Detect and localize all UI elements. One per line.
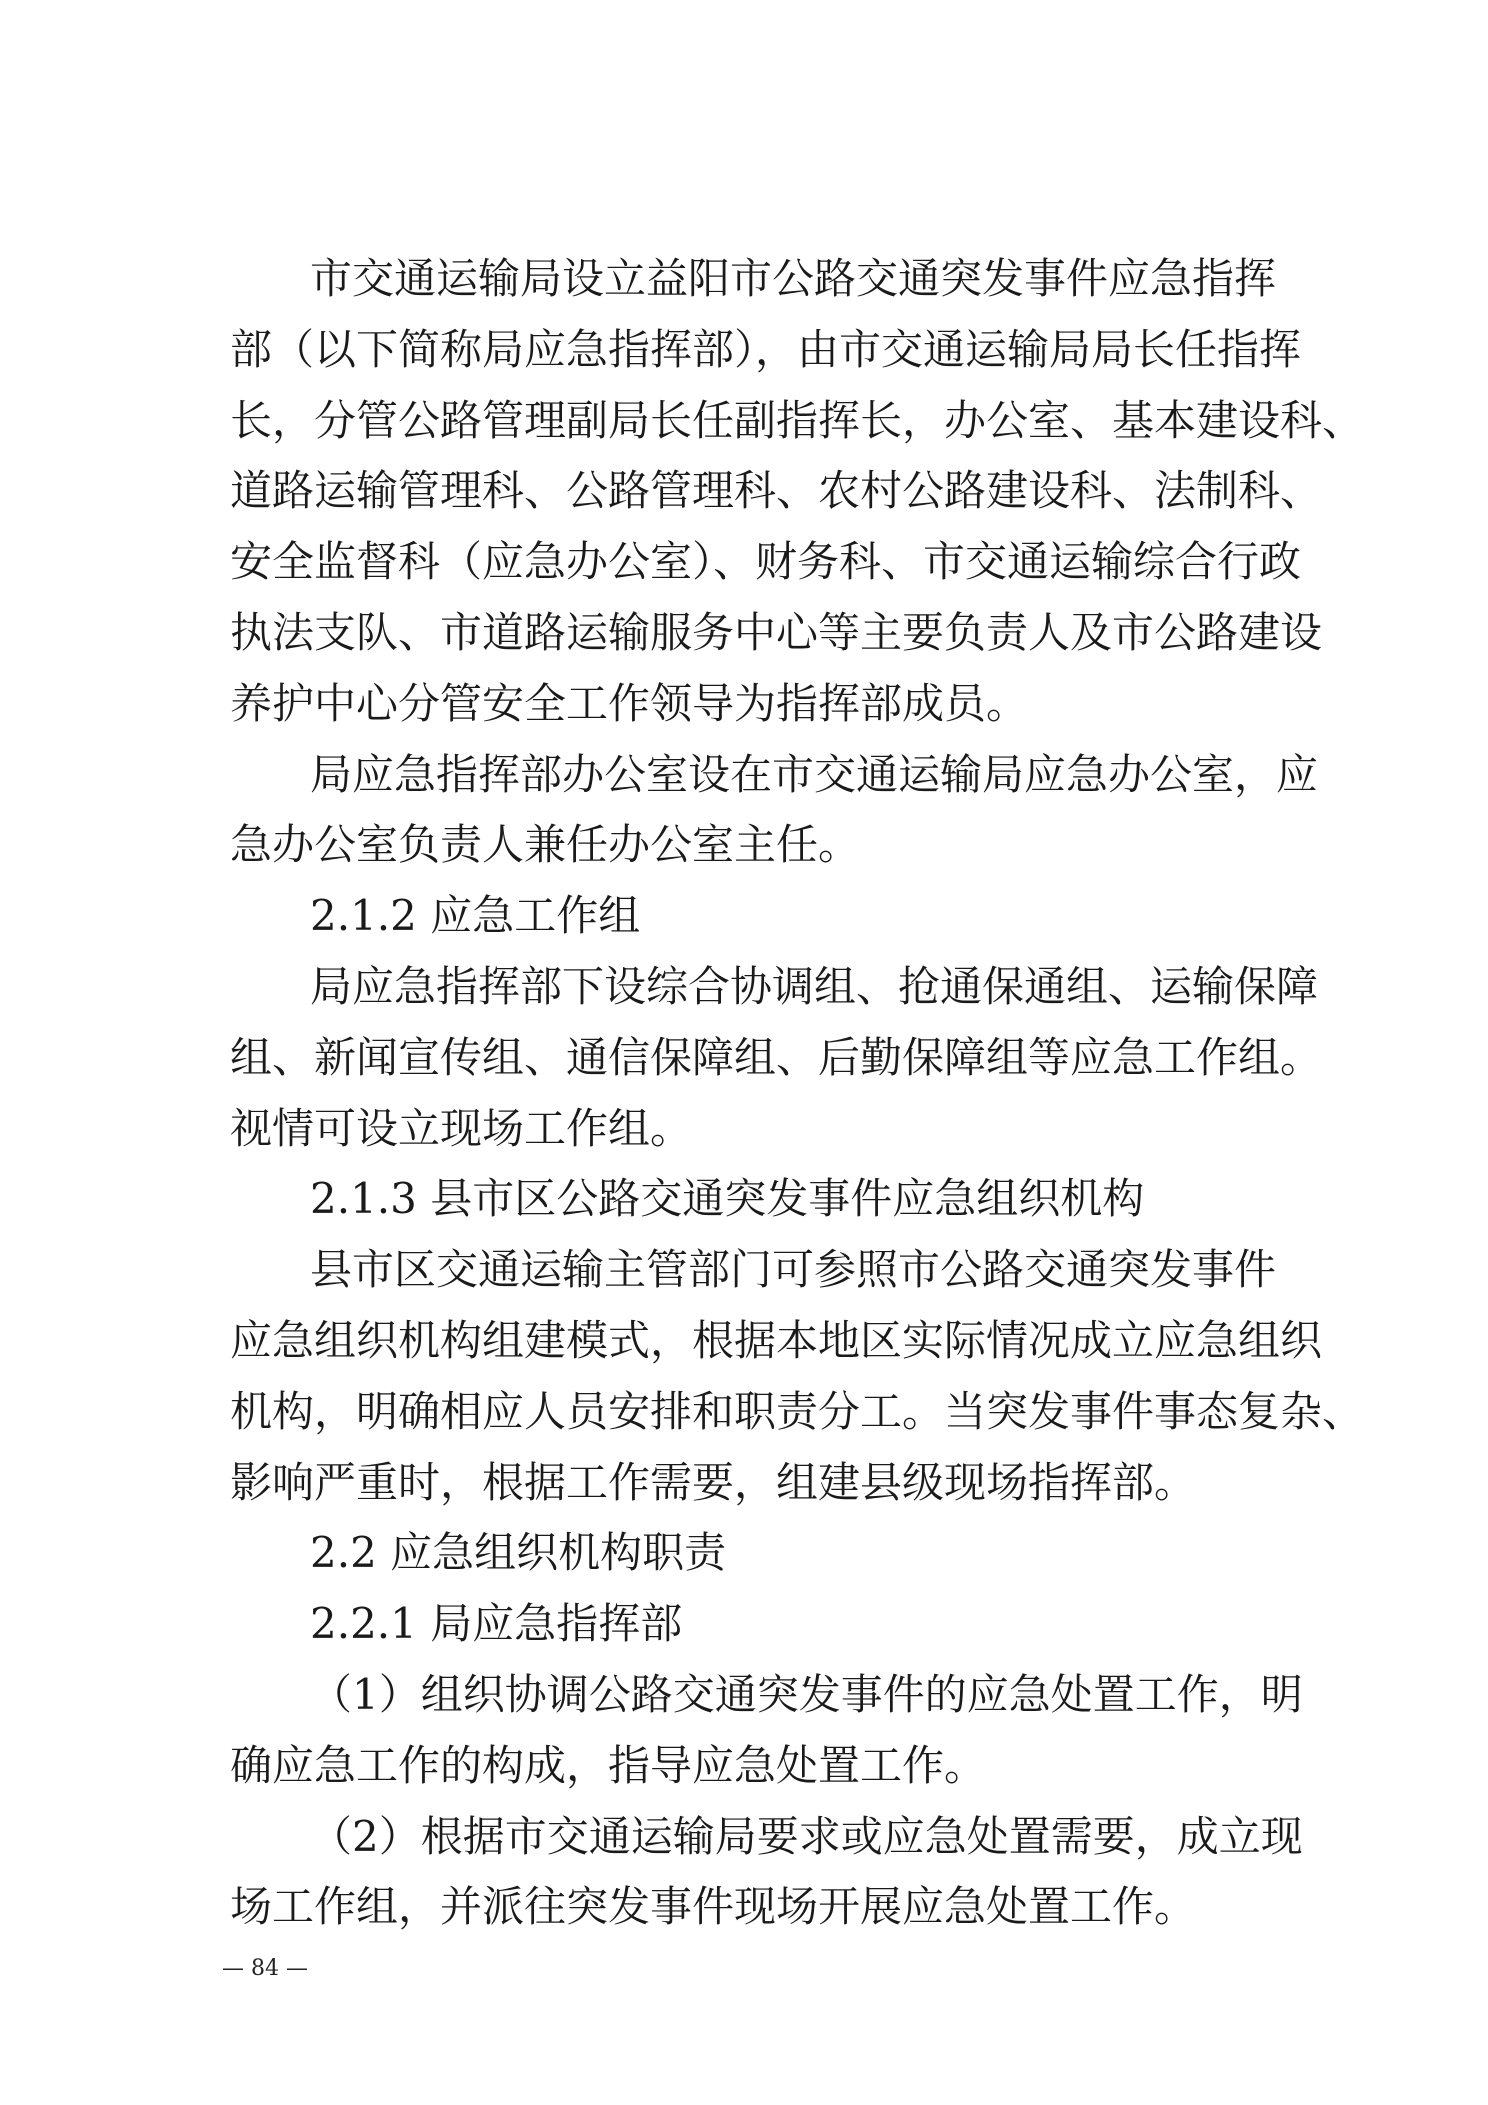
text-line: 应急组织机构组建模式，根据本地区实际情况成立应急组织 bbox=[230, 1315, 1323, 1365]
text-line: 市交通运输局设立益阳市公路交通突发事件应急指挥 bbox=[310, 254, 1277, 303]
text-line: 急办公室负责人兼任办公室主任。 bbox=[230, 820, 861, 870]
text-line: 组、新闻宣传组、通信保障组、后勤保障组等应急工作组。 bbox=[230, 1032, 1323, 1082]
text-line: （2）根据市交通运输局要求或应急处置需要，成立现 bbox=[310, 1811, 1303, 1861]
section-heading: 2.2.1 局应急指挥部 bbox=[310, 1599, 683, 1649]
text-line: 视情可设立现场工作组。 bbox=[230, 1103, 693, 1153]
text-line: 县市区交通运输主管部门可参照市公路交通突发事件 bbox=[310, 1245, 1277, 1295]
text-line: 执法支队、市道路运输服务中心等主要负责人及市公路建设 bbox=[230, 607, 1323, 657]
text-line: 养护中心分管安全工作领导为指挥部成员。 bbox=[230, 678, 1029, 728]
text-line: 部（以下简称局应急指挥部），由市交通运输局局长任指挥 bbox=[230, 324, 1302, 374]
section-heading: 2.1.3 县市区公路交通突发事件应急组织机构 bbox=[310, 1174, 1145, 1224]
text-line: 场工作组，并派往突发事件现场开展应急处置工作。 bbox=[230, 1882, 1197, 1932]
body-text bbox=[230, 244, 1365, 1943]
text-line: 道路运输管理科、公路管理科、农村公路建设科、法制科、 bbox=[230, 466, 1323, 516]
text-line: 安全监督科（应急办公室）、财务科、市交通运输综合行政 bbox=[230, 537, 1302, 587]
text-line: 局应急指挥部办公室设在市交通运输局应急办公室，应 bbox=[310, 749, 1319, 799]
section-heading: 2.1.2 应急工作组 bbox=[310, 891, 641, 941]
text-line: 机构，明确相应人员安排和职责分工。当突发事件事态复杂、 bbox=[230, 1386, 1365, 1436]
page-number: — 84 — bbox=[222, 1956, 308, 1981]
text-line: 局应急指挥部下设综合协调组、抢通保通组、运输保障 bbox=[310, 961, 1319, 1011]
section-heading: 2.2 应急组织机构职责 bbox=[310, 1528, 727, 1578]
text-line: 长，分管公路管理副局长任副指挥长，办公室、基本建设科、 bbox=[230, 395, 1365, 445]
text-line: 影响严重时，根据工作需要，组建县级现场指挥部。 bbox=[230, 1457, 1197, 1507]
text-line: 确应急工作的构成，指导应急处置工作。 bbox=[230, 1740, 987, 1790]
text-line: （1）组织协调公路交通突发事件的应急处置工作，明 bbox=[310, 1669, 1303, 1719]
